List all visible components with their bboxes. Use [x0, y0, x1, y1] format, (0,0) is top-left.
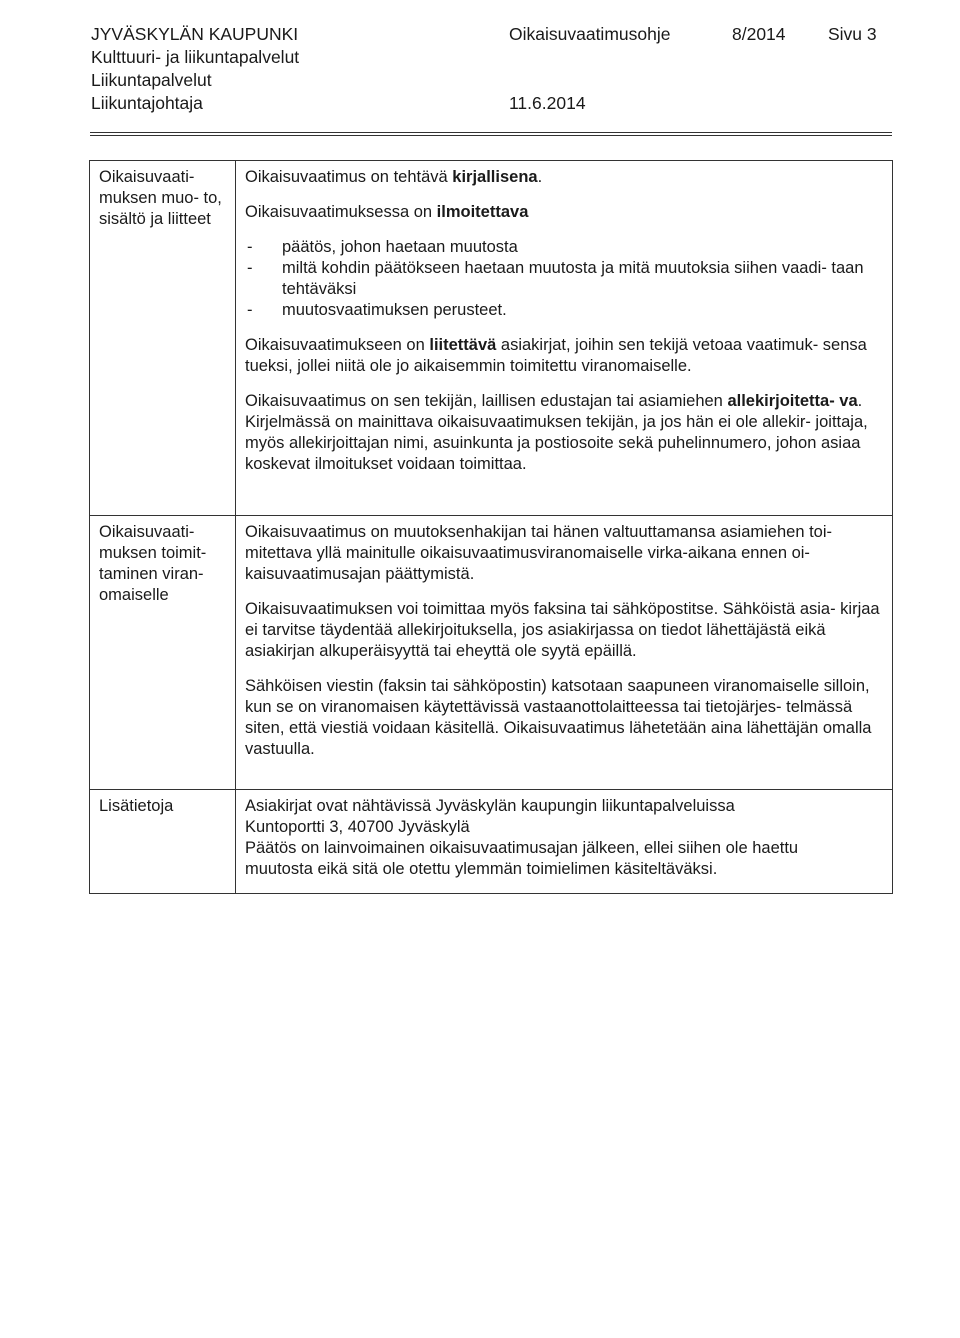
text: Oikaisuvaatimus on sen tekijän, laillisen edustajan tai asiamiehen — [245, 392, 728, 410]
list-item: - miltä kohdin päätökseen haetaan muutosta ja mitä muutoksia siihen vaadi- taan tehtäväksi — [245, 258, 880, 300]
paragraph: Oikaisuvaatimuksen voi toimittaa myös faksina tai sähköpostitse. Sähköistä asia- kirjaa ei tarvitse täydentää allekirjoituksella, jos asiakirjassa on tiedot lähettäjästä eikä asiakirjan alkuperäisyyttä tai eheyttä ole syytä epäillä. — [245, 600, 880, 660]
paragraph: Oikaisuvaatimus on muutoksenhakijan tai hänen valtuuttamansa asiamiehen toi- mitettava yllä mainitulle oikaisuvaatimusviranomaiselle virka-aikana ennen oi- kaisuvaatimusajan päättymistä. — [245, 523, 832, 583]
row-label-text: Lisätietoja — [99, 797, 174, 815]
requirement-list — [245, 237, 880, 321]
text: asiakirjat, joihin sen tekijä vetoaa vaatimuk- sensa tueksi, jollei niitä ole jo aikaisemmin toimitettu viranomaiselle. — [245, 336, 867, 375]
text: Oikaisuvaatimukseen on — [245, 336, 430, 354]
text: . — [537, 168, 543, 186]
info-line: muutosta eikä sitä ole otettu ylemmän toimielimen käsiteltäväksi. — [245, 860, 718, 878]
instruction-table — [89, 160, 893, 894]
doc-date: 11.6.2014 — [509, 93, 586, 113]
emphasis: liitettävä — [429, 336, 497, 354]
paragraph: Sähköisen viestin (faksin tai sähköpostin) katsotaan saapuneen viranomaiselle silloin, kun se on viranomaisen käytettävissä vastaanottolaitteessa tai tietojärjes- telmässä siten, että viestiä voidaan käsitellä. Oikaisuvaatimus lähetetään aina lähettäjän omalla vastuulla. — [245, 677, 872, 758]
list-item: - päätös, johon haetaan muutosta — [245, 237, 880, 258]
header-rule-top — [90, 132, 892, 133]
row-content — [236, 790, 893, 894]
header-rule-bottom — [90, 135, 892, 136]
doc-title: Oikaisuvaatimusohje — [509, 24, 671, 44]
row-label — [90, 161, 236, 516]
info-line: Asiakirjat ovat nähtävissä Jyväskylän kaupungin liikuntapalveluissa — [245, 797, 735, 815]
header-org: JYVÄSKYLÄN KAUPUNKI — [91, 24, 299, 44]
doc-number: 8/2014 — [732, 24, 786, 44]
list-item: - muutosvaatimuksen perusteet. — [245, 300, 880, 321]
paragraph — [245, 167, 880, 188]
paragraph — [245, 335, 880, 377]
row-content — [236, 516, 893, 790]
table-row — [90, 161, 893, 516]
table-row — [90, 790, 893, 894]
row-label-text: Oikaisuvaati- muksen muo- to, sisältö ja liitteet — [99, 168, 222, 228]
header-dept: Kulttuuri- ja liikuntapalvelut — [91, 47, 300, 67]
row-content — [236, 161, 893, 516]
table-row — [90, 516, 893, 790]
row-label — [90, 790, 236, 894]
info-line: Päätös on lainvoimainen oikaisuvaatimusajan jälkeen, ellei siihen ole haettu — [245, 839, 799, 857]
header-unit: Liikuntapalvelut — [91, 70, 212, 90]
page-number: Sivu 3 — [828, 24, 877, 44]
row-label — [90, 516, 236, 790]
paragraph — [245, 391, 880, 475]
header-role: Liikuntajohtaja — [91, 93, 203, 113]
text: Oikaisuvaatimus on tehtävä — [245, 168, 453, 186]
emphasis: ilmoitettava — [436, 203, 529, 221]
text: . Kirjelmässä on mainittava oikaisuvaatimuksen tekijän, ja jos hän ei ole allekir- joittaja, myös allekirjoittajan nimi, asuinkunta ja postiosoite sekä puhelinnumero, johon asiaa koskevat ilmoitukset voidaan toimittaa. — [245, 392, 868, 473]
info-line: Kuntoportti 3, 40700 Jyväskylä — [245, 818, 470, 836]
row-label-text: Oikaisuvaati- muksen toimit- taminen viran- omaiselle — [99, 523, 207, 604]
emphasis: allekirjoitetta- va — [727, 392, 858, 410]
text: Oikaisuvaatimuksessa on — [245, 203, 437, 221]
paragraph — [245, 202, 880, 223]
emphasis: kirjallisena — [452, 168, 538, 186]
